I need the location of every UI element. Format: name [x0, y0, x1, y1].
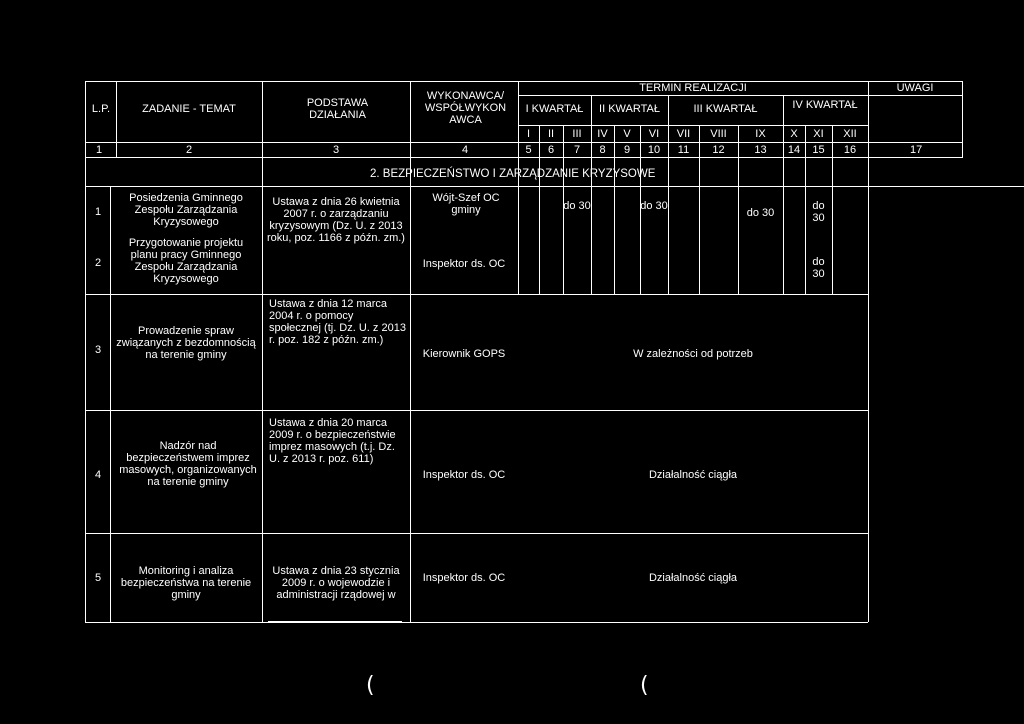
- column-number: 1: [96, 144, 103, 156]
- table-line: [85, 622, 868, 623]
- row-executor: Inspektor ds. OC: [422, 572, 506, 584]
- table-line: [110, 186, 111, 622]
- table-line: [668, 95, 669, 295]
- column-number: 11: [677, 144, 690, 156]
- column-number: 6: [547, 144, 555, 156]
- month-label: V: [623, 128, 631, 140]
- column-number: 12: [712, 144, 725, 156]
- row-term-mark: do 30: [640, 200, 668, 212]
- bracket-mark: (: [366, 673, 375, 698]
- table-line: [518, 125, 868, 126]
- row-term-text: Działalność ciągła: [648, 572, 738, 584]
- column-number: 13: [754, 144, 767, 156]
- table-line: [962, 81, 963, 158]
- quarter-label: III KWARTAŁ: [693, 103, 758, 115]
- table-line: [85, 410, 868, 411]
- column-number: 9: [623, 144, 631, 156]
- text-underline: [268, 621, 402, 622]
- row-executor: Wójt-Szef OC gminy: [432, 192, 500, 216]
- table-line: [116, 81, 117, 158]
- table-line: [85, 533, 868, 534]
- table-line: [85, 81, 86, 622]
- row-number: 5: [95, 572, 102, 584]
- table-line: [85, 294, 868, 295]
- bracket-mark: (: [640, 673, 649, 698]
- row-executor: Inspektor ds. OC: [422, 258, 506, 270]
- row-basis: Ustawa z dnia 23 stycznia 2009 r. o wojewodzie i administracji rządowej w: [272, 565, 400, 601]
- month-label: X: [790, 128, 798, 140]
- header-notes: UWAGI: [896, 82, 934, 94]
- month-label: IV: [597, 128, 608, 140]
- quarter-label: II KWARTAŁ: [599, 103, 660, 115]
- row-term-mark: do 30: [812, 200, 825, 224]
- column-number: 2: [186, 144, 193, 156]
- month-label: XII: [843, 128, 857, 140]
- column-number: 15: [812, 144, 825, 156]
- column-number: 4: [462, 144, 469, 156]
- table-line: [85, 186, 1024, 187]
- header-task: ZADANIE - TEMAT: [142, 103, 236, 115]
- section-title: 2. BEZPIECZEŃSTWO I ZARZĄDZANIE KRYZYSOWE: [370, 168, 656, 180]
- row-term-text: Działalność ciągła: [648, 469, 738, 481]
- month-label: I: [526, 128, 531, 140]
- table-line: [783, 95, 784, 295]
- row-task: Nadzór nad bezpieczeństwem imprez masowych, organizowanych na terenie gminy: [119, 440, 257, 488]
- column-number: 7: [573, 144, 581, 156]
- row-basis: Ustawa z dnia 20 marca 2009 r. o bezpieczeństwie imprez masowych (t.j. Dz. U. z 2013 r. poz. 611): [269, 417, 396, 465]
- row-term-mark: do 30: [812, 256, 825, 280]
- row-basis: Ustawa z dnia 12 marca 2004 r. o pomocy społecznej (tj. Dz. U. z 2013 r. poz. 182 z późn. zm.): [269, 298, 406, 346]
- table-line: [262, 81, 263, 622]
- row-term-mark: do 30: [746, 207, 775, 219]
- column-number: 3: [333, 144, 340, 156]
- row-task: Prowadzenie spraw związanych z bezdomnością na terenie gminy: [116, 325, 256, 361]
- month-label: XI: [813, 128, 824, 140]
- column-number: 17: [910, 144, 923, 156]
- column-number: 14: [787, 144, 801, 156]
- row-number: 1: [95, 206, 102, 218]
- row-term-text: W zależności od potrzeb: [633, 348, 753, 360]
- row-task: Przygotowanie projektu planu pracy Gminnego Zespołu Zarządzania Kryzysowego: [128, 237, 244, 285]
- table-line: [591, 95, 592, 295]
- row-basis: Ustawa z dnia 26 kwietnia 2007 r. o zarządzaniu kryzysowym (Dz. U. z 2013 roku, poz. 1166 z późn. zm.): [267, 196, 405, 244]
- month-label: III: [572, 128, 582, 140]
- row-executor: Kierownik GOPS: [422, 348, 506, 360]
- row-term-mark: do 30: [563, 200, 591, 212]
- quarter-label: IV KWARTAŁ: [792, 99, 858, 111]
- column-number: 5: [525, 144, 532, 156]
- table-line: [85, 142, 962, 143]
- column-number: 16: [843, 144, 857, 156]
- header-lp: L.P.: [91, 103, 111, 115]
- row-executor: Inspektor ds. OC: [422, 469, 506, 481]
- header-basis: PODSTAWA DZIAŁANIA: [306, 97, 369, 121]
- month-label: VI: [648, 128, 660, 140]
- table-line: [518, 95, 962, 96]
- row-task: Monitoring i analiza bezpieczeństwa na terenie gminy: [120, 565, 252, 601]
- row-task: Posiedzenia Gminnego Zespołu Zarządzania Kryzysowego: [129, 192, 243, 228]
- column-number: 8: [599, 144, 606, 156]
- header-executor: WYKONAWCA/ WSPÓŁWYKON AWCA: [424, 90, 507, 126]
- month-label: VIII: [710, 128, 727, 140]
- month-label: II: [547, 128, 555, 140]
- table-line: [868, 81, 869, 622]
- row-number: 4: [95, 469, 102, 481]
- quarter-label: I KWARTAŁ: [525, 103, 584, 115]
- header-term: TERMIN REALIZACJI: [639, 82, 747, 94]
- column-number: 10: [647, 144, 661, 156]
- row-number: 3: [95, 344, 102, 356]
- month-label: VII: [676, 128, 691, 140]
- month-label: IX: [755, 128, 766, 140]
- table-line: [85, 157, 962, 158]
- row-number: 2: [95, 257, 102, 269]
